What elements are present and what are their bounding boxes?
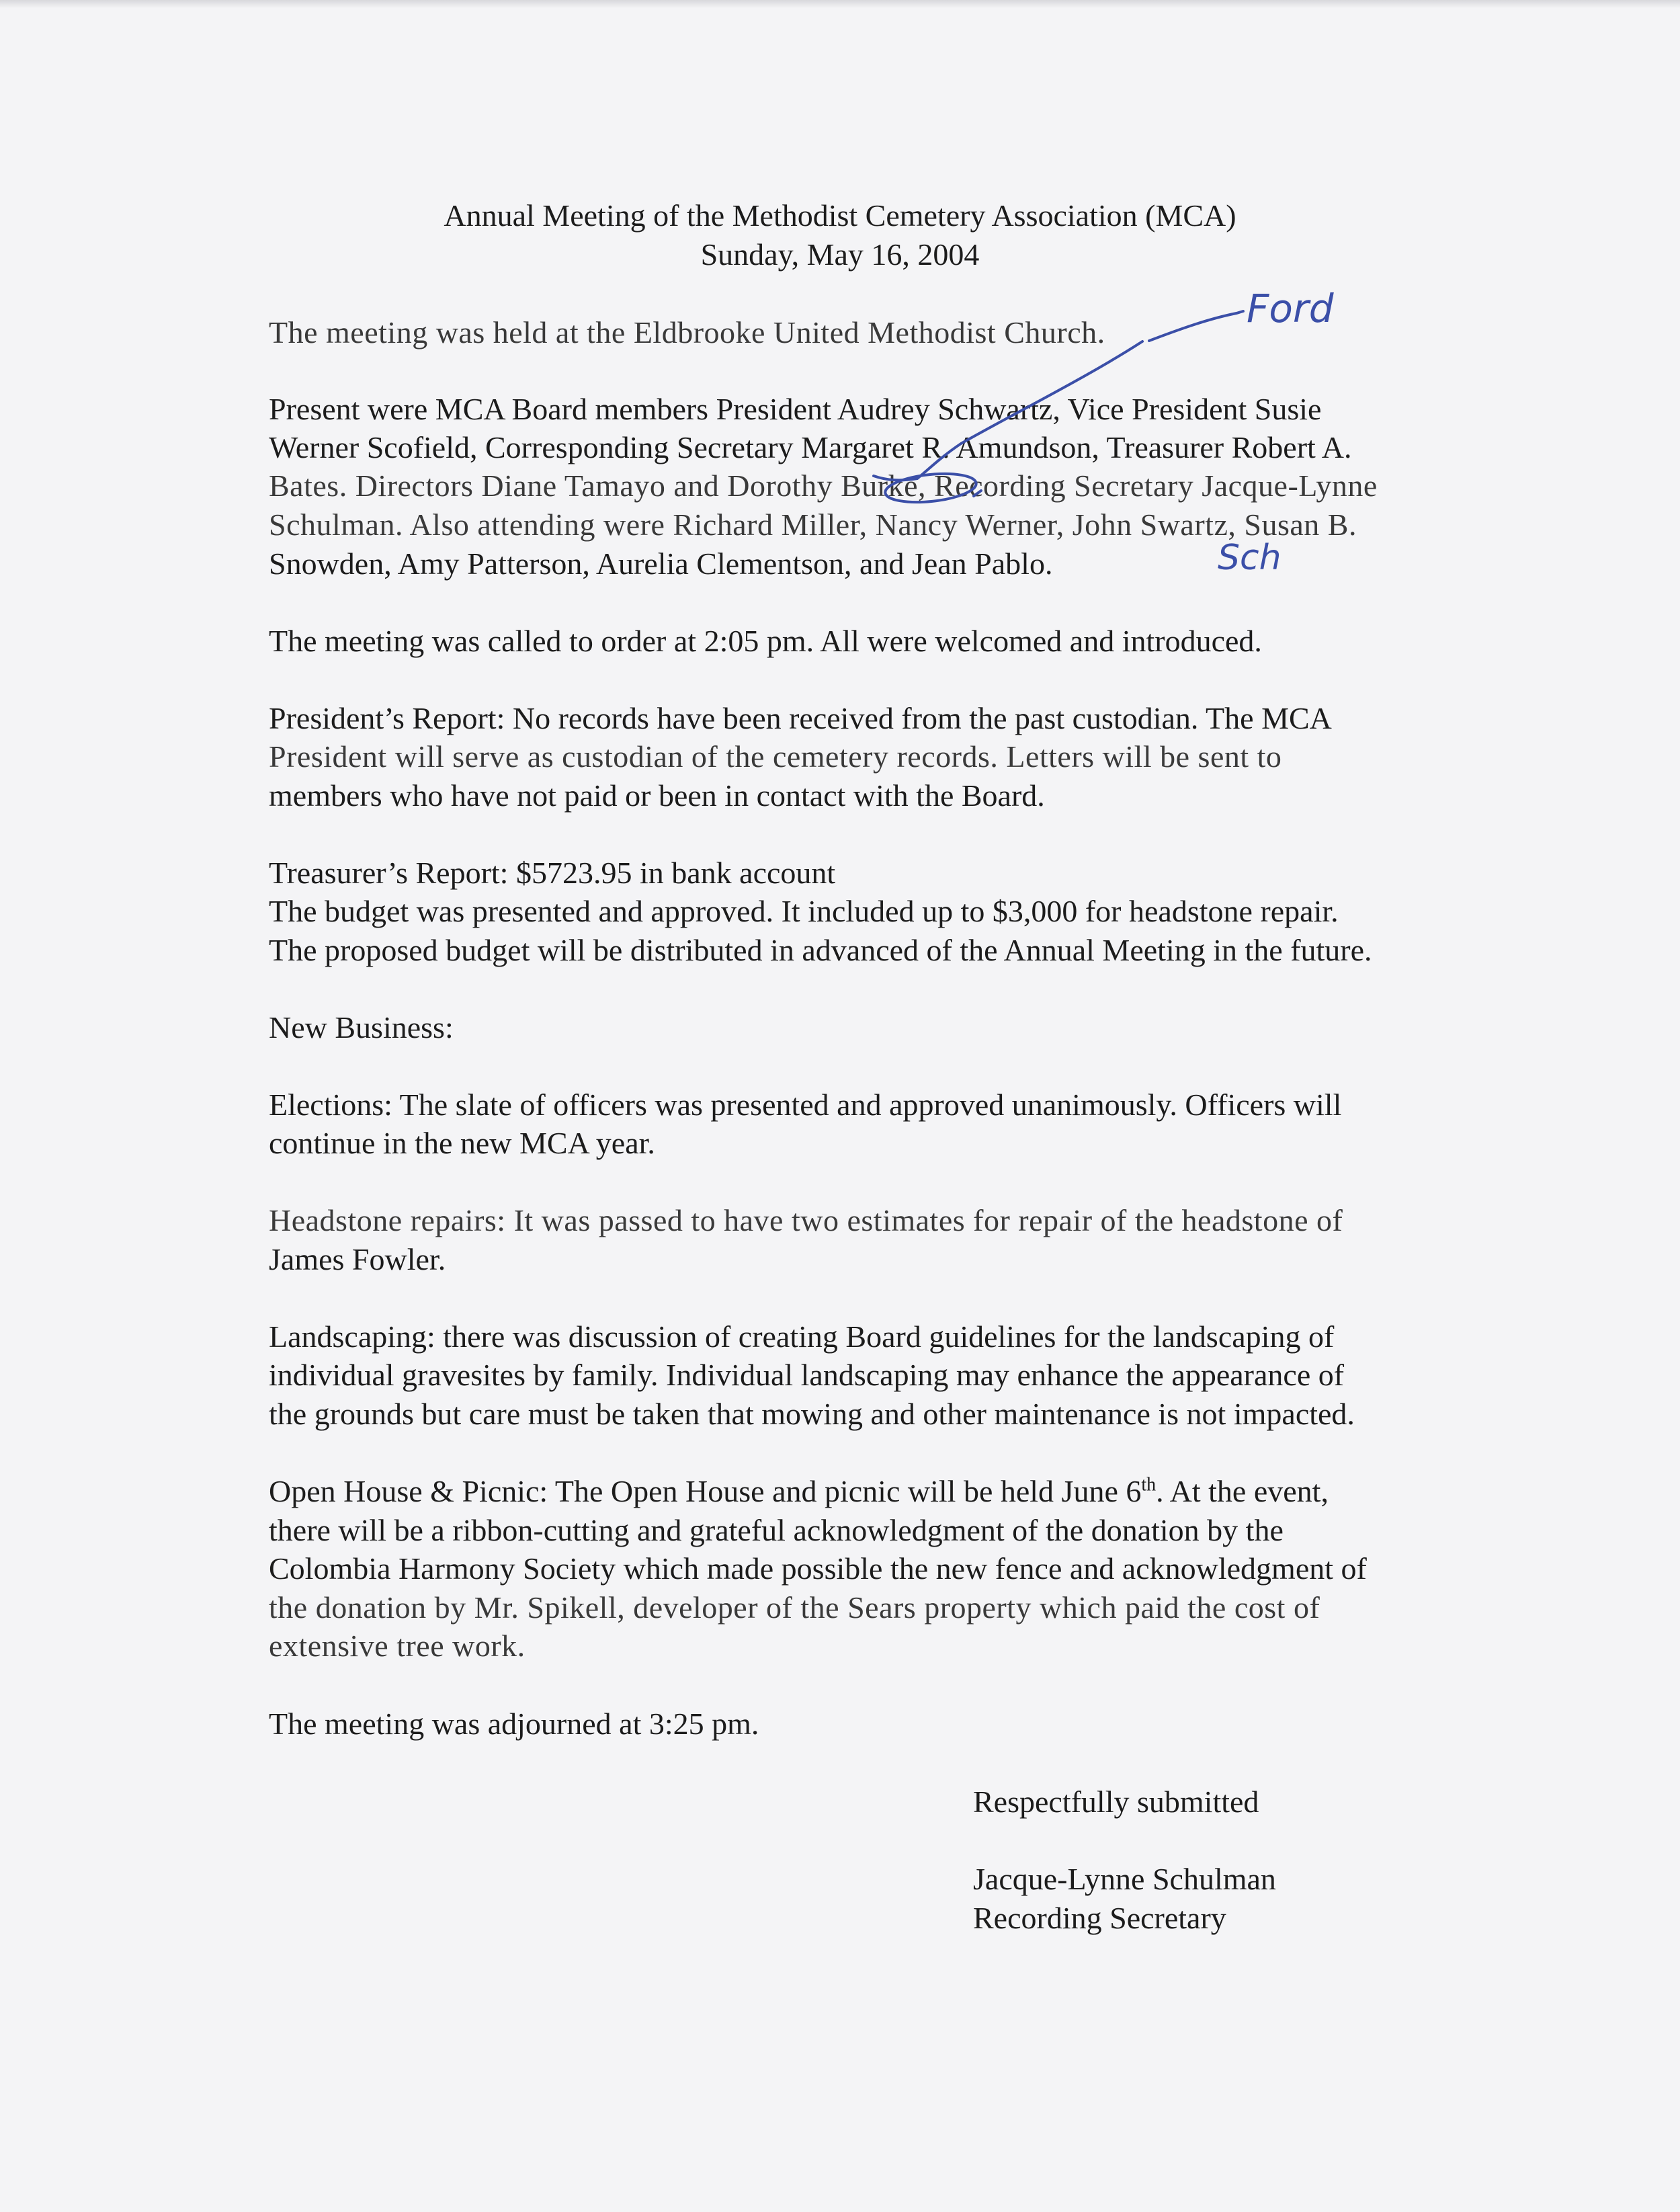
document-date: Sunday, May 16, 2004 (700, 237, 980, 272)
signer-name: Jacque-Lynne Schulman (973, 1862, 1276, 1896)
text-line: Colombia Harmony Society which made possible the new fence and acknowledgment of (269, 1551, 1367, 1586)
text-line: Snowden, Amy Patterson, Aurelia Clementson, and Jean Pablo. (269, 546, 1053, 581)
text-line: there will be a ribbon-cutting and grateful acknowledgment of the donation by the (269, 1513, 1284, 1547)
document-title: Annual Meeting of the Methodist Cemetery Association (MCA) (444, 198, 1236, 233)
text-line: the donation by Mr. Spikell, developer of the Sears property which paid the cost of (269, 1590, 1320, 1625)
text-line: Schulman. Also attending were Richard Miller, Nancy Werner, John Swartz, Susan B. (269, 507, 1357, 542)
superscript: th (1141, 1474, 1157, 1496)
text-line: Werner Scofield, Corresponding Secretary Margaret R. Amundson, Treasurer Robert A. (269, 430, 1352, 464)
closing-line: Respectfully submitted (973, 1785, 1259, 1819)
handwritten-note-sch: Sch (1218, 538, 1282, 578)
text-line: Treasurer’s Report: $5723.95 in bank account (269, 856, 836, 890)
text-line: Elections: The slate of officers was presented and approved unanimously. Officers will (269, 1088, 1342, 1122)
text-line: extensive tree work. (269, 1629, 526, 1663)
text-line: continue in the new MCA year. (269, 1126, 655, 1160)
text-line: the grounds but care must be taken that mowing and other maintenance is not impacted. (269, 1397, 1355, 1431)
handwritten-note-ford: Ford (1247, 286, 1334, 331)
signer-role: Recording Secretary (973, 1901, 1226, 1935)
text-line: Headstone repairs: It was passed to have two estimates for repair of the headstone of (269, 1203, 1343, 1237)
text-line: James Fowler. (269, 1242, 446, 1276)
text-line: Landscaping: there was discussion of creating Board guidelines for the landscaping of (269, 1319, 1335, 1354)
text-line: The proposed budget will be distributed in advanced of the Annual Meeting in the future. (269, 933, 1372, 967)
text-line: Bates. Directors Diane Tamayo and Dorothy Burke, Recording Secretary Jacque-Lynne (269, 468, 1378, 503)
text-line: Present were MCA Board members President Audrey Schwartz, Vice President Susie (269, 392, 1322, 426)
call-to-order-paragraph: The meeting was called to order at 2:05 pm. All were welcomed and introduced. (269, 624, 1262, 658)
text-segment: . At the event, (1156, 1474, 1329, 1508)
text-line: President’s Report: No records have been received from the past custodian. The MCA (269, 701, 1332, 735)
text-line: The budget was presented and approved. It included up to $3,000 for headstone repair. (269, 894, 1339, 928)
text-line: President will serve as custodian of the cemetery records. Letters will be sent to (269, 739, 1282, 774)
new-business-heading: New Business: (269, 1010, 454, 1044)
location-paragraph: The meeting was held at the Eldbrooke United Methodist Church. (269, 315, 1105, 350)
text-line: members who have not paid or been in contact with the Board. (269, 778, 1045, 813)
scan-edge (0, 0, 1680, 8)
text-line: individual gravesites by family. Individual landscaping may enhance the appearance of (269, 1358, 1345, 1392)
text-segment: Open House & Picnic: The Open House and picnic will be held June 6 (269, 1474, 1142, 1508)
text-line (269, 1472, 1492, 1511)
adjourned-paragraph: The meeting was adjourned at 3:25 pm. (269, 1707, 759, 1741)
